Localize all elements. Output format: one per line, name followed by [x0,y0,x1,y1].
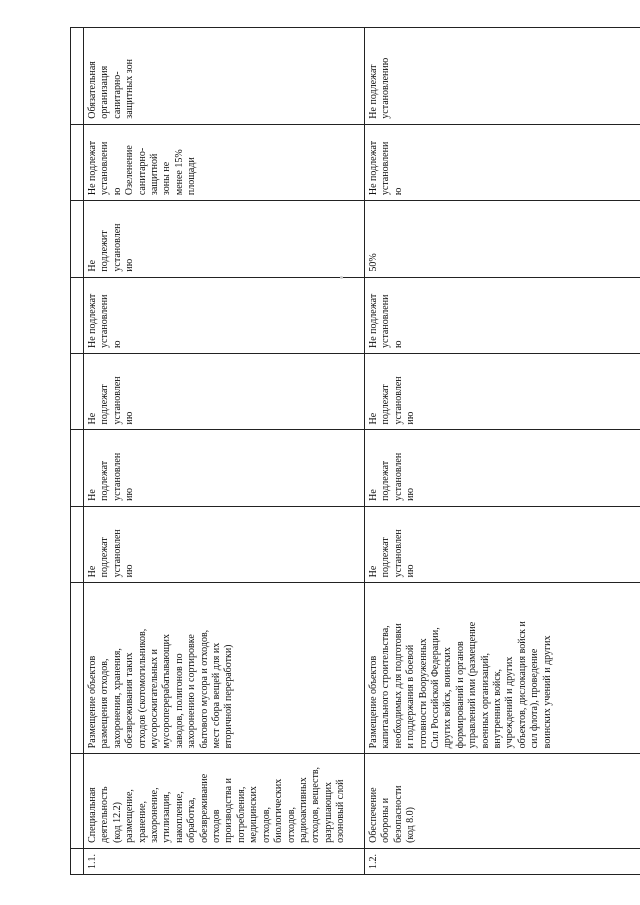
use-description-cell: Размещение объектов размещения отходов, захоронения, хранения, обезвреживания таких отходов (скотомогильников, мусоросжигательных и мусороперерабатывающих заводов, полигонов по захоронению и сортировке бытового мусора и отходов, мест сбора вещей для их вторичной переработки) [84,583,365,754]
parameter-cell: Не подлежат установлен ию [84,354,365,430]
parameter-cell: Не подлежат установлени ю [365,277,640,353]
row-number-cell: 1.2. [365,848,640,874]
use-type-cell: Обеспечение обороны и безопасности (код 8.0) [365,754,640,849]
parameter-cell: Не подлежат установлени ю Озеленение санитарно- защитной зоны не менее 15% площади [84,124,365,200]
use-description-cell: Размещение объектов капитального строительства, необходимых для подготовки и поддержания в боевой готовности Вооруженных Сил Российской Федерации, других войск, воинских формирований и органов управлений ими (размещение военных организаций, внутренних войск, учреждений и других объектов, дислокация войск и сил флота), проведение воинских учений и других [365,583,640,754]
parameter-cell: Не подлежит установлен ию [84,201,365,277]
parameter-cell: Не подлежат установлени ю [365,124,640,200]
row-number-cell: 1.1. [84,848,365,874]
table-row [365,28,640,875]
use-type-cell: Специальная деятельность (код 12.2) размещение, хранение, захоронение, утилизация, накопление, обработка, обезвреживание отходов производства и потребления, медицинских отходов, биологических отходов, радиоактивных отходов, веществ, разрушающих озоновый слой [84,754,365,849]
scan-speck [340,276,343,279]
parameter-cell: Не подлежат установлен ию [84,430,365,506]
restriction-cell: Не подлежат установлению [365,28,640,125]
parameter-cell: Не подлежат установлен ию [84,506,365,582]
table-row [84,28,365,875]
parameter-cell: Не подлежат установлен ию [365,506,640,582]
parameter-cell: Не подлежат установлени ю [84,277,365,353]
table-header-edge [71,28,84,875]
parameter-cell: 50% [365,201,640,277]
restriction-cell: Обязательная организация санитарно- защитных зон [84,28,365,125]
parameter-cell: Не подлежат установлен ию [365,430,640,506]
zoning-regulations-table [70,27,640,875]
parameter-cell: Не подлежат установлен ию [365,354,640,430]
